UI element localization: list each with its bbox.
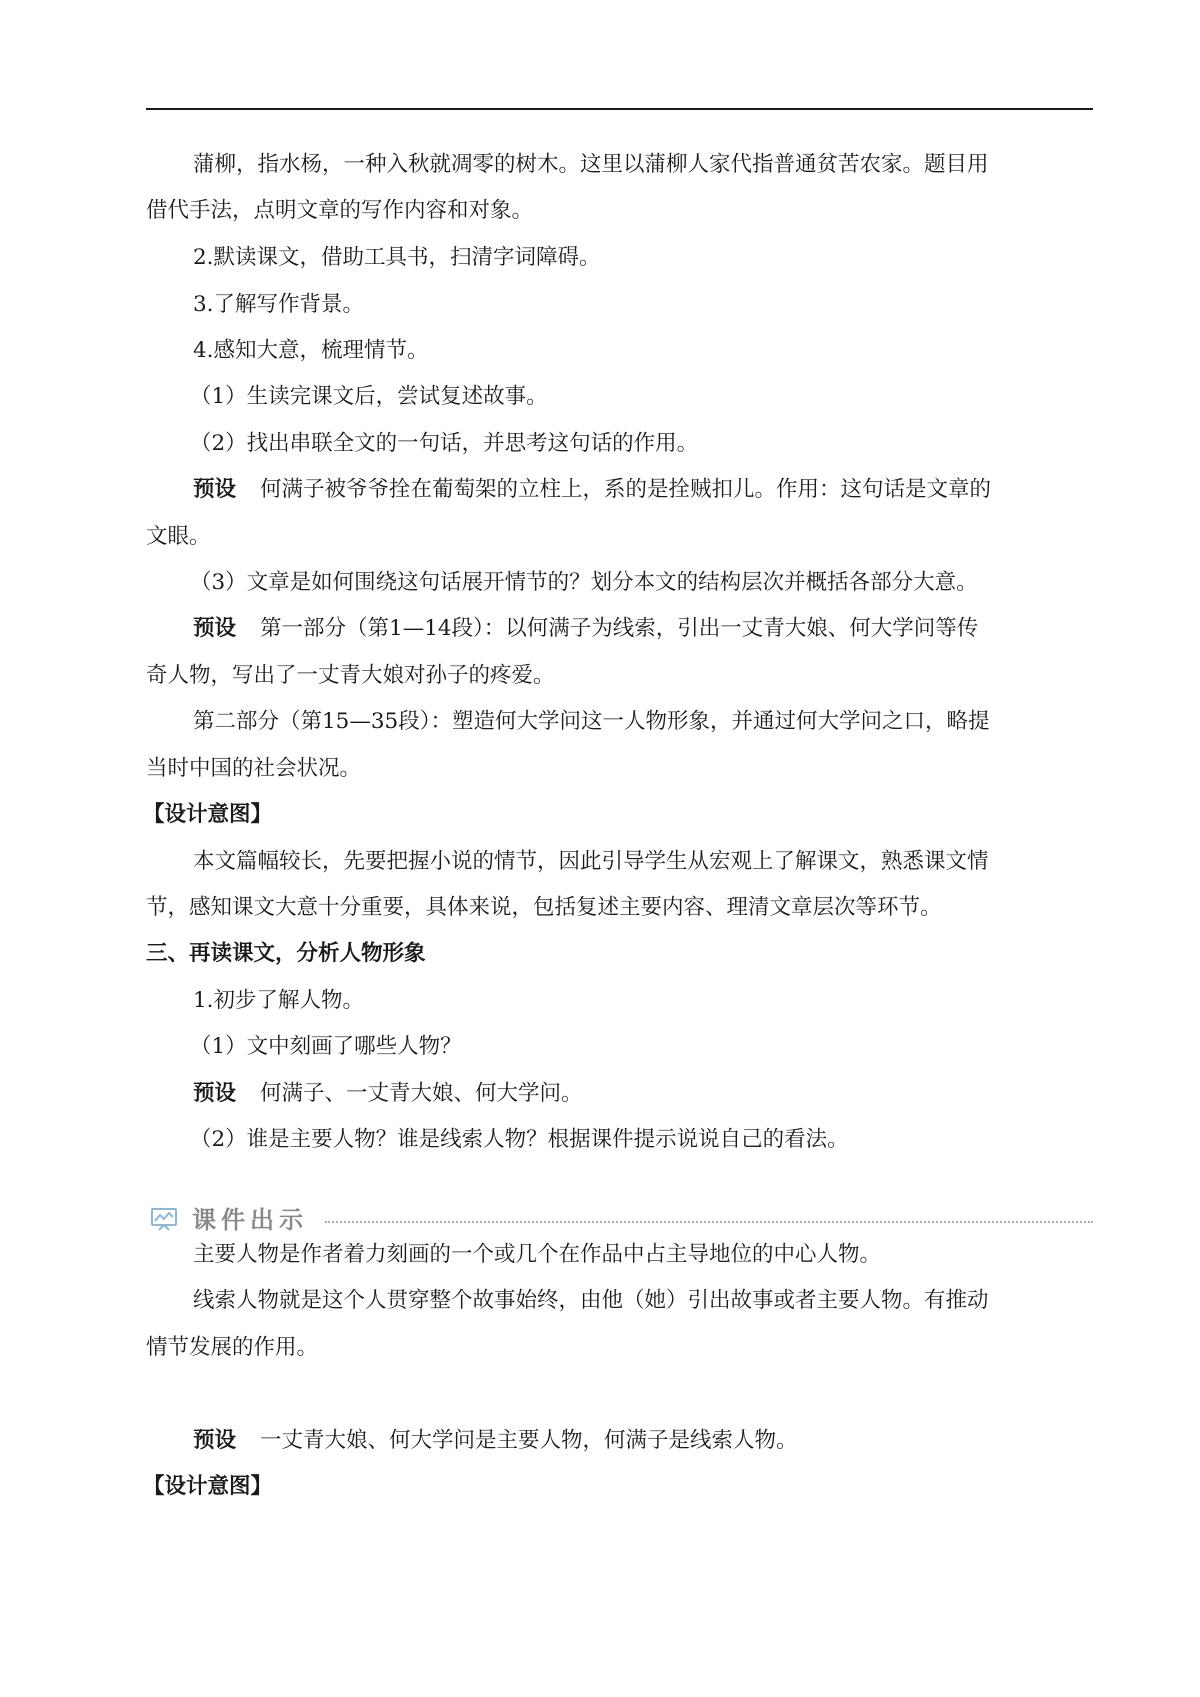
question-2: （2）谁是主要人物？谁是线索人物？根据课件提示说说自己的看法。	[190, 1127, 849, 1152]
paragraph-line: 本文篇幅较长，先要把握小说的情节，因此引导学生从宏观上了解课文，熟悉课文情	[193, 849, 989, 874]
question-1: （1）生读完课文后，尝试复述故事。	[190, 384, 548, 409]
step-1: 1.初步了解人物。	[193, 988, 365, 1013]
preset-text: 第一部分（第1—14段）：以何满子为线索，引出一丈青大娘、何大学问等传	[260, 616, 979, 641]
step-2: 2.默读课文，借助工具书，扫清字词障碍。	[193, 245, 601, 270]
dotted-divider	[325, 1221, 1093, 1223]
section-heading: 三、再读课文，分析人物形象	[146, 941, 426, 966]
paragraph-line: 奇人物，写出了一丈青大娘对孙子的疼爱。	[146, 663, 555, 688]
paragraph-line: 借代手法，点明文章的写作内容和对象。	[146, 198, 534, 223]
courseware-text: 主要人物是作者着力刻画的一个或几个在作品中占主导地位的中心人物。	[193, 1242, 882, 1267]
step-3: 3.了解写作背景。	[193, 292, 365, 317]
design-intent-heading: 【设计意图】	[143, 802, 273, 827]
chart-board-icon	[150, 1207, 178, 1231]
step-4: 4.感知大意，梳理情节。	[193, 338, 429, 363]
question-3: （3）文章是如何围绕这句话展开情节的？划分本文的结构层次并概括各部分大意。	[190, 570, 978, 595]
courseware-text: 线索人物就是这个人贯穿整个故事始终，由他（她）引出故事或者主要人物。有推动	[193, 1288, 989, 1313]
courseware-text: 情节发展的作用。	[146, 1335, 319, 1360]
question-1: （1）文中刻画了哪些人物？	[190, 1034, 462, 1059]
preset-label: 预设	[193, 477, 237, 502]
preset-text: 一丈青大娘、何大学问是主要人物，何满子是线索人物。	[260, 1428, 798, 1453]
courseware-title: 课件出示	[192, 1206, 308, 1234]
design-intent-heading: 【设计意图】	[143, 1474, 273, 1499]
paragraph-line: 蒲柳，指水杨，一种入秋就凋零的树木。这里以蒲柳人家代指普通贫苦农家。题目用	[193, 152, 989, 177]
preset-answer	[193, 475, 1093, 505]
header-rule	[146, 108, 1093, 110]
preset-label: 预设	[193, 616, 237, 641]
preset-answer	[193, 1426, 1093, 1456]
paragraph-line: 当时中国的社会状况。	[146, 756, 362, 781]
preset-text: 何满子被爷爷拴在葡萄架的立柱上，系的是拴贼扣儿。作用：这句话是文章的	[260, 477, 992, 502]
preset-answer	[193, 1079, 1093, 1109]
preset-text: 何满子、一丈青大娘、何大学问。	[260, 1081, 583, 1106]
preset-label: 预设	[193, 1428, 237, 1453]
question-2: （2）找出串联全文的一句话，并思考这句话的作用。	[190, 431, 699, 456]
paragraph-line: 文眼。	[146, 524, 211, 549]
courseware-banner	[150, 1203, 1093, 1237]
paragraph-line: 第二部分（第15—35段）：塑造何大学问这一人物形象，并通过何大学问之口，略提	[193, 709, 990, 734]
preset-answer	[193, 614, 1093, 644]
paragraph-line: 节，感知课文大意十分重要，具体来说，包括复述主要内容、理清文章层次等环节。	[146, 895, 942, 920]
preset-label: 预设	[193, 1081, 237, 1106]
